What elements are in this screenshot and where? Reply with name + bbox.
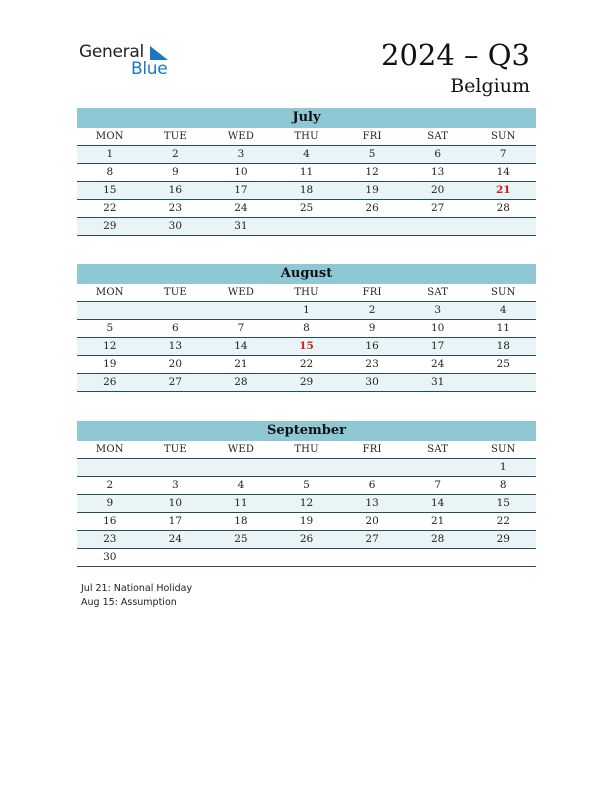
date-cell: 19	[103, 358, 117, 370]
weekday-label: TUE	[163, 444, 187, 455]
date-cell: 17	[168, 515, 183, 527]
date-cell: 26	[365, 202, 379, 214]
date-cell: 29	[496, 533, 510, 545]
page-title: 2024 – Q3	[381, 38, 530, 72]
weekday-label: SUN	[490, 287, 516, 298]
date-cell: 7	[499, 148, 507, 160]
date-cell: 12	[103, 340, 117, 352]
date-cell: 20	[168, 358, 183, 370]
date-cell: 28	[430, 533, 445, 545]
week-row	[77, 374, 536, 392]
weekday-label: FRI	[362, 444, 382, 455]
date-cell: 30	[168, 220, 183, 232]
date-cell: 28	[234, 376, 248, 388]
date-cell: 25	[234, 533, 248, 545]
date-cell: 11	[299, 166, 314, 178]
date-cell: 8	[303, 322, 310, 334]
month-title: August	[77, 264, 536, 284]
empty-cell	[470, 218, 536, 235]
date-cell: 11	[496, 322, 510, 334]
date-cell: 28	[496, 202, 510, 214]
week-row	[77, 320, 536, 338]
date-cell: 20	[430, 184, 445, 196]
empty-cell	[274, 218, 340, 235]
empty-cell	[143, 459, 209, 476]
date-cell: 5	[106, 322, 114, 334]
date-cell: 23	[103, 533, 117, 545]
empty-cell	[77, 459, 143, 476]
date-cell: 10	[430, 322, 445, 334]
date-cell: 14	[430, 497, 445, 509]
holiday-notes	[81, 582, 192, 610]
month-august	[77, 264, 536, 392]
logo-text-general: General	[79, 42, 144, 62]
date-cell: 3	[172, 479, 179, 491]
date-cell: 6	[172, 322, 179, 334]
date-cell: 22	[299, 358, 314, 370]
date-cell: 18	[234, 515, 248, 527]
week-row	[77, 549, 536, 567]
date-cell: 23	[365, 358, 379, 370]
month-title: September	[77, 421, 536, 441]
date-cell: 12	[299, 497, 314, 509]
empty-cell	[405, 549, 471, 566]
date-cell: 16	[103, 515, 117, 527]
empty-cell	[405, 218, 471, 235]
date-cell: 7	[434, 479, 442, 491]
weekday-label: MON	[95, 287, 124, 298]
holiday-note: Jul 21: National Holiday	[81, 583, 193, 594]
date-cell: 17	[430, 340, 445, 352]
week-row	[77, 356, 536, 374]
empty-cell	[274, 549, 340, 566]
date-cell: 3	[434, 304, 442, 316]
date-cell: 8	[106, 166, 114, 178]
date-cell: 16	[365, 340, 379, 352]
week-row	[77, 495, 536, 513]
date-cell: 18	[496, 340, 510, 352]
date-cell: 21	[430, 515, 445, 527]
date-cell: 12	[365, 166, 379, 178]
weekday-label: FRI	[362, 131, 382, 142]
date-cell: 31	[234, 220, 248, 232]
date-cell: 11	[234, 497, 248, 509]
date-cell: 1	[106, 148, 114, 160]
date-cell: 6	[434, 148, 442, 160]
date-cell: 25	[299, 202, 314, 214]
date-cell: 1	[499, 461, 507, 473]
week-row	[77, 200, 536, 218]
date-cell: 9	[106, 497, 114, 509]
date-cell: 29	[299, 376, 314, 388]
empty-cell	[470, 374, 536, 391]
weekday-header-row	[77, 441, 536, 459]
empty-cell	[339, 218, 405, 235]
date-cell: 9	[172, 166, 179, 178]
date-cell: 22	[496, 515, 510, 527]
date-cell: 27	[168, 376, 183, 388]
date-cell: 8	[499, 479, 507, 491]
empty-cell	[208, 549, 274, 566]
empty-cell	[208, 302, 274, 319]
date-cell: 13	[168, 340, 183, 352]
empty-cell	[143, 549, 209, 566]
date-cell: 15	[103, 184, 117, 196]
date-cell: 4	[303, 148, 310, 160]
week-row	[77, 302, 536, 320]
date-cell: 7	[237, 322, 245, 334]
date-cell: 16	[168, 184, 183, 196]
month-title: July	[77, 108, 536, 128]
empty-cell	[339, 549, 405, 566]
date-cell: 2	[172, 148, 179, 160]
holiday-note: Aug 15: Assumption	[81, 597, 177, 608]
empty-cell	[339, 459, 405, 476]
date-cell: 10	[168, 497, 183, 509]
date-cell: 4	[499, 304, 507, 316]
date-cell: 1	[303, 304, 310, 316]
date-cell: 27	[365, 533, 379, 545]
empty-cell	[274, 459, 340, 476]
logo-text-blue: Blue	[131, 59, 168, 79]
date-cell: 5	[303, 479, 310, 491]
date-cell: 9	[368, 322, 376, 334]
holiday-date-cell: 21	[495, 184, 511, 196]
date-cell: 15	[496, 497, 510, 509]
empty-cell	[208, 459, 274, 476]
date-cell: 18	[299, 184, 314, 196]
weekday-header-row	[77, 284, 536, 302]
date-cell: 6	[368, 479, 376, 491]
empty-cell	[470, 549, 536, 566]
empty-cell	[405, 459, 471, 476]
month-july	[77, 108, 536, 236]
date-cell: 29	[103, 220, 117, 232]
date-cell: 4	[237, 479, 245, 491]
weekday-label: WED	[227, 287, 255, 298]
week-row	[77, 513, 536, 531]
date-cell: 26	[299, 533, 314, 545]
week-row	[77, 531, 536, 549]
date-cell: 22	[103, 202, 117, 214]
date-cell: 13	[365, 497, 379, 509]
date-cell: 23	[168, 202, 183, 214]
weekday-label: THU	[294, 444, 319, 455]
logo	[79, 42, 179, 82]
week-row	[77, 146, 536, 164]
date-cell: 13	[430, 166, 445, 178]
date-cell: 10	[234, 166, 248, 178]
date-cell: 17	[234, 184, 248, 196]
weekday-label: THU	[294, 287, 319, 298]
date-cell: 19	[365, 184, 379, 196]
date-cell: 2	[106, 479, 114, 491]
weekday-label: THU	[294, 131, 319, 142]
date-cell: 26	[103, 376, 117, 388]
date-cell: 30	[103, 551, 117, 563]
date-cell: 24	[168, 533, 183, 545]
weekday-label: WED	[227, 131, 255, 142]
date-cell: 24	[430, 358, 445, 370]
date-cell: 2	[368, 304, 376, 316]
date-cell: 14	[496, 166, 510, 178]
weekday-header-row	[77, 128, 536, 146]
date-cell: 20	[365, 515, 379, 527]
date-cell: 25	[496, 358, 510, 370]
weekday-label: SUN	[490, 444, 516, 455]
empty-cell	[77, 302, 143, 319]
week-row	[77, 218, 536, 236]
date-cell: 24	[234, 202, 248, 214]
date-cell: 21	[234, 358, 248, 370]
weekday-label: SAT	[427, 444, 449, 455]
weekday-label: MON	[95, 444, 124, 455]
date-cell: 30	[365, 376, 379, 388]
date-cell: 27	[430, 202, 445, 214]
week-row	[77, 182, 536, 200]
weekday-label: TUE	[163, 287, 187, 298]
week-row	[77, 338, 536, 356]
date-cell: 31	[430, 376, 445, 388]
weekday-label: WED	[227, 444, 255, 455]
date-cell: 3	[237, 148, 245, 160]
weekday-label: SUN	[490, 131, 516, 142]
week-row	[77, 477, 536, 495]
weekday-label: SAT	[427, 287, 449, 298]
week-row	[77, 164, 536, 182]
weekday-label: FRI	[362, 287, 382, 298]
date-cell: 5	[368, 148, 376, 160]
holiday-date-cell: 15	[299, 340, 314, 352]
weekday-label: MON	[95, 131, 124, 142]
month-september	[77, 421, 536, 567]
weekday-label: TUE	[163, 131, 187, 142]
empty-cell	[143, 302, 209, 319]
week-row	[77, 459, 536, 477]
country-name: Belgium	[450, 75, 530, 97]
date-cell: 14	[234, 340, 248, 352]
weekday-label: SAT	[427, 131, 449, 142]
date-cell: 19	[299, 515, 314, 527]
